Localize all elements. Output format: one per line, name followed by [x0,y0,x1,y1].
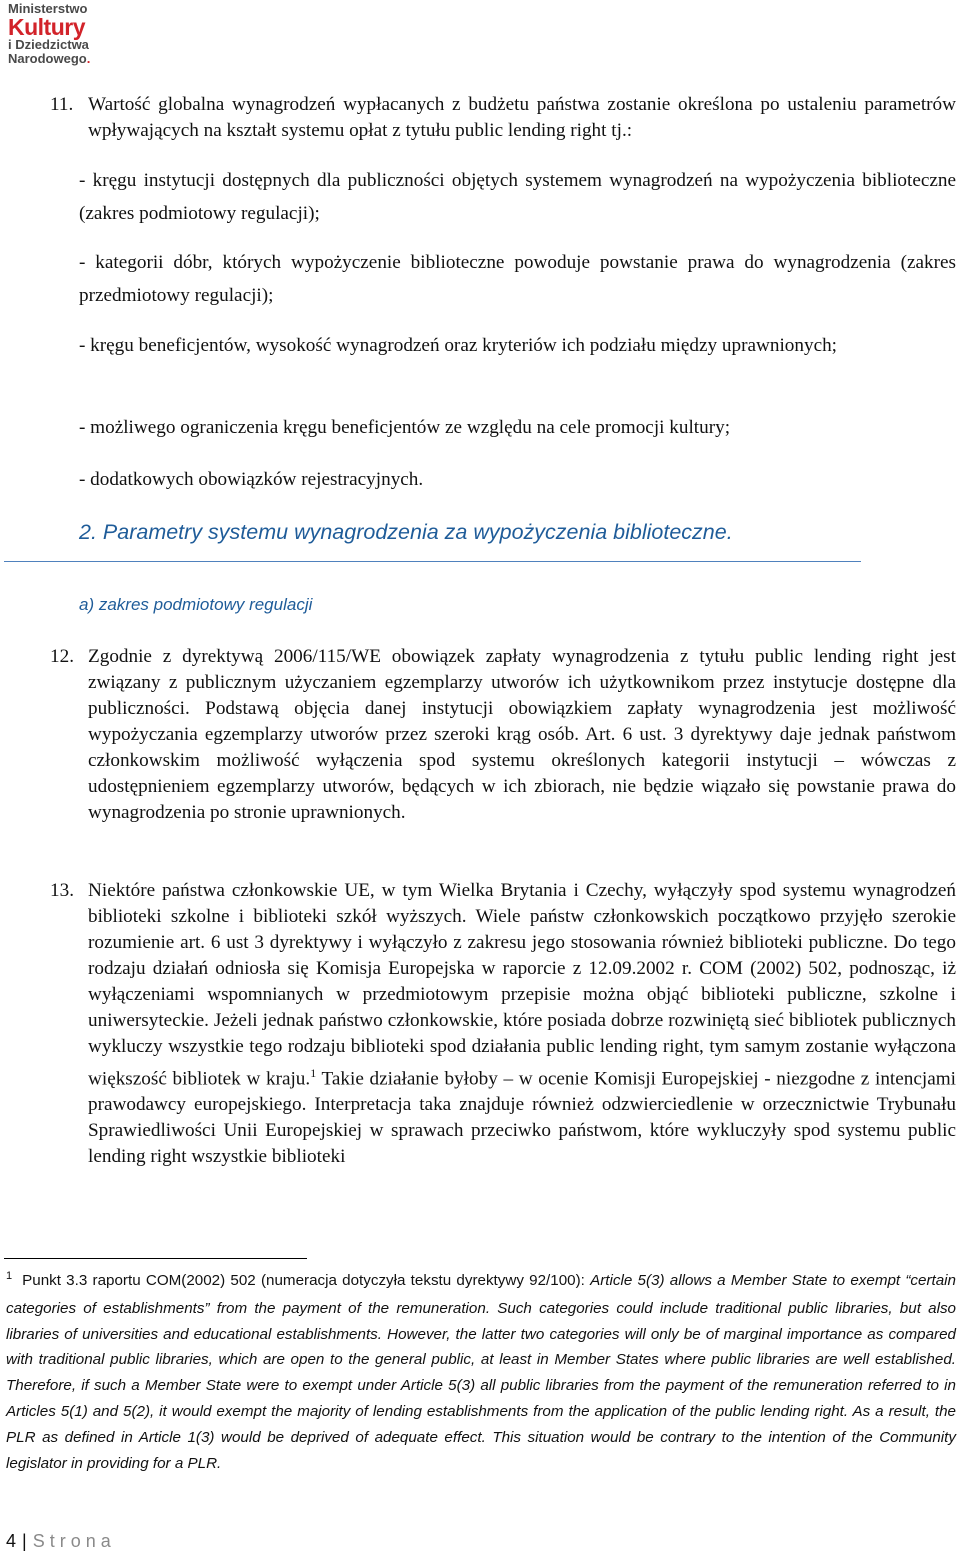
paragraph-text: Wartość globalna wynagrodzeń wypłacanych z budżetu państwa zostanie określona po ustaleniu parametrów wpływających na kształt systemu opłat z tytułu public lending right tj.: [88,94,956,141]
subsection-heading: a) zakres podmiotowy regulacji [79,595,313,614]
footnote-reference[interactable]: 1 [310,1066,317,1080]
paragraph-text-a: Niektóre państwa członkowskie UE, w tym Wielka Brytania i Czechy, wyłączyły spod systemu wynagrodzeń biblioteki szkolne i biblioteki szkół wyższych. Wiele państw członkowskich początkowo przyjęło szerokie rozumienie art. 6 ust 3 dyrektywy i wyłączyło z zakresu jego stosowania również biblioteki publiczne. Do tego rodzaju działań odniosła się Komisja Europejska w raporcie z 12.09.2002 r. COM (2002) 502, podnosząc, iż wyłączeniami wspomnianych w przedmiotowym przepisie można objąć biblioteki publiczne, szkolne i uniwersyteckie. Jeżeli jednak państwo członkowskie, które posiada dobrze rozwiniętą sieć bibliotek publicznych wykluczy wszystkie tego rodzaju biblioteki spod działania public lending right, tym samym zostanie wyłączona większość bibliotek w kraju. [88,880,956,1090]
paragraph-13 [50,878,956,1170]
logo-line-3: i Dziedzictwa [8,37,89,52]
page-number: 4 [6,1531,17,1551]
dash-item-3: - kręgu beneficjentów, wysokość wynagrodzeń oraz kryteriów ich podziału między uprawnionych; [79,335,838,356]
ministry-logo [8,2,128,66]
heading-underline [4,561,861,562]
footer-separator: | [22,1531,27,1551]
logo-line-4 [8,52,128,66]
dash-item-1: - kręgu instytucji dostępnych dla publiczności objętych systemem wynagrodzeń na wypożyczenia biblioteczne (zakres podmiotowy regulacji); [79,170,956,224]
paragraph-number: 12. [50,646,74,667]
paragraph-text [88,878,956,1170]
paragraph-12 [50,644,956,826]
page-label: Strona [32,1531,116,1551]
logo-line-4-text: Narodowego [8,51,87,66]
dash-item-5: - dodatkowych obowiązków rejestracyjnych. [79,469,424,490]
dash-item-2: - kategorii dóbr, których wypożyczenie biblioteczne powoduje powstanie prawa do wynagrodzenia (zakres przedmiotowy regulacji); [79,252,956,306]
logo-dot: . [86,51,91,66]
footnote [6,1268,956,1476]
footnote-number: 1 [6,1270,13,1282]
footnote-quote: Article 5(3) allows a Member State to exempt “certain categories of establishments” from the payment of the remuneration. Such categories could include traditional public libraries, but also libraries of universities and educational establishments. However, the latter two categories will only be of marginal importance as compared with traditional public libraries, which are open to the general public, at least in Member States where public libraries are well established. Therefore, if such a Member State were to exempt under Article 5(3) all public libraries from the payment of the remuneration referred to in Articles 5(1) and 5(2), it would exempt the majority of lending establishments from the application of the public lending right. As a result, the PLR as defined in Article 1(3) would be deprived of adequate effect. This situation would be contrary to the intention of the Community legislator in providing for a PLR. [6,1272,956,1472]
paragraph-11 [50,92,956,144]
paragraph-text: Zgodnie z dyrektywą 2006/115/WE obowiązek zapłaty wynagrodzenia z tytułu public lending right jest związany z publicznym użyczaniem egzemplarzy utworów ich użytkownikom przez instytucje dostępne dla publiczności. Podstawą objęcia danej instytucji obowiązkiem zapłaty wynagrodzenia jest możliwość wypożyczania egzemplarzy utworów przez szeroki krąg osób. Art. 6 ust. 3 dyrektywy daje jednak państwom członkowskim możliwość wyłączenia spod systemu określonych kategorii instytucji – wówczas z udostępnieniem egzemplarzy utworów, będących w ich zbiorach, nie będzie wiązało się powstanie prawa do wynagrodzenia po stronie uprawnionych. [88,646,956,823]
footnote-separator [4,1258,307,1259]
paragraph-number: 11. [50,94,74,115]
logo-line-1: Ministerstwo [8,1,88,16]
section-heading: 2. Parametry systemu wynagrodzenia za wypożyczenia biblioteczne. [79,520,733,544]
footnote-plain-text: Punkt 3.3 raportu COM(2002) 502 (numeracja dotyczyła tekstu dyrektywy 92/100): [22,1272,591,1289]
page-footer [6,1531,116,1552]
dash-item-4: - możliwego ograniczenia kręgu beneficjentów ze względu na cele promocji kultury; [79,417,731,438]
paragraph-number: 13. [50,880,74,901]
paragraph-text-b: Takie działanie byłoby – w ocenie Komisji Europejskiej - niezgodne z intencjami prawodawcy europejskiego. Interpretacja taka znajduje również odzwierciedlenie w orzecznictwie Trybunału Sprawiedliwości Unii Europejskiej w sprawach przeciwko państwom, które wykluczyły spod systemu public lending right wszystkie biblioteki [88,1068,956,1168]
logo-line-2: Kultury [8,14,85,40]
